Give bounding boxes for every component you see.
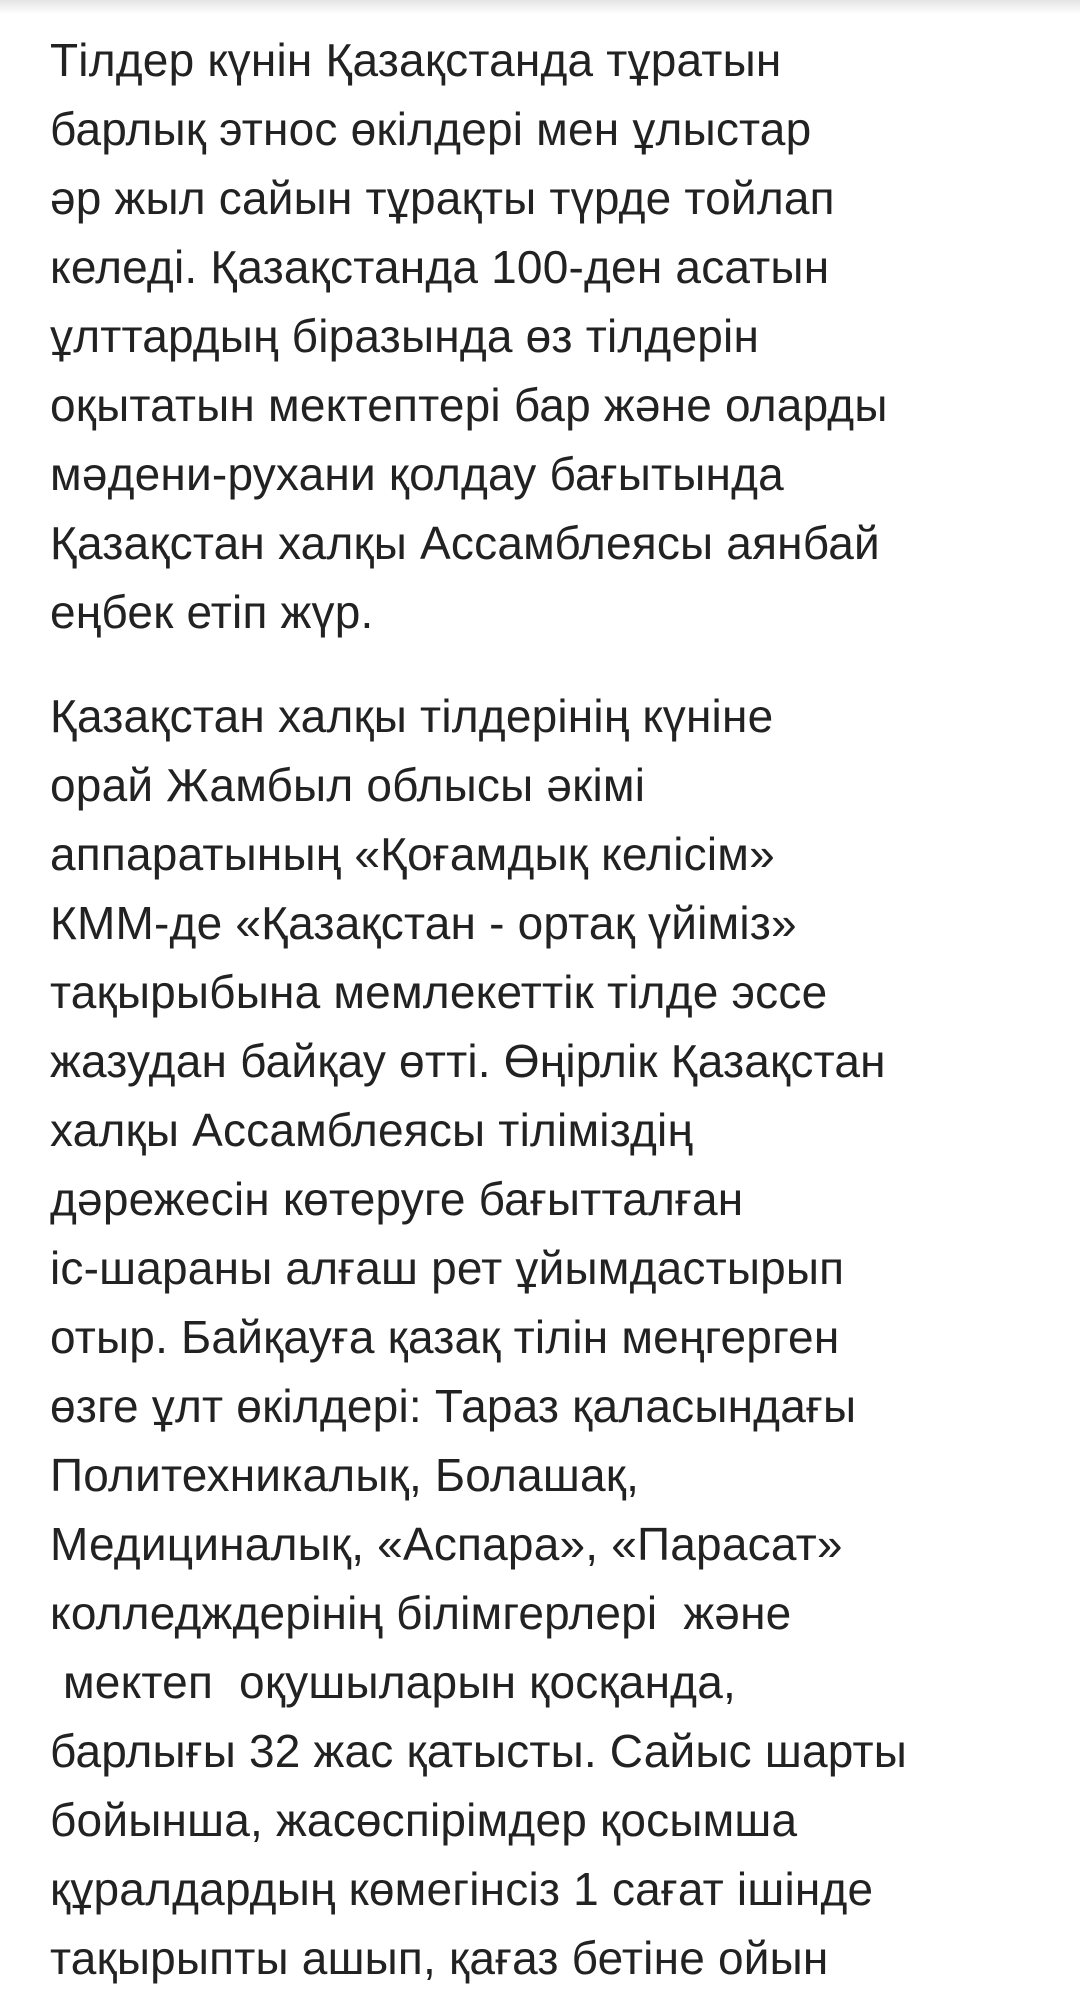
text-line: әр жыл сайын тұрақты түрде тойлап xyxy=(50,172,835,224)
text-line: орай Жамбыл облысы әкімі xyxy=(50,759,646,811)
text-line: дәрежесін көтеруге бағытталған xyxy=(50,1173,744,1225)
text-line: ұлттардың біразында өз тілдерін xyxy=(50,310,760,362)
text-line: барлығы 32 жас қатысты. Сайыс шарты xyxy=(50,1725,908,1777)
text-line: іс-шараны алғаш рет ұйымдастырып xyxy=(50,1242,845,1294)
text-line: тақырыпты ашып, қағаз бетіне ойын xyxy=(50,1932,829,1984)
article-text xyxy=(50,26,1060,1993)
text-line: келеді. Қазақстанда 100-ден асатын xyxy=(50,241,830,293)
paragraph-spacer xyxy=(50,647,1060,682)
text-line: Политехникалық, Болашақ, xyxy=(50,1449,640,1501)
text-line: Қазақстан халқы тілдерінің күніне xyxy=(50,690,774,742)
text-line: өзге ұлт өкілдері: Тараз қаласындағы xyxy=(50,1380,857,1432)
text-line: Қазақстан халқы Ассамблеясы аянбай xyxy=(50,517,880,569)
text-line: бойынша, жасөспірімдер қосымша xyxy=(50,1794,798,1846)
text-line: отыр. Байқауға қазақ тілін меңгерген xyxy=(50,1311,840,1363)
text-line: барлық этнос өкілдері мен ұлыстар xyxy=(50,103,812,155)
text-line: Медициналық, «Аспара», «Парасат» xyxy=(50,1518,843,1570)
text-line: тақырыбына мемлекеттік тілде эссе xyxy=(50,966,828,1018)
text-line: құралдардың көмегінсіз 1 сағат ішінде xyxy=(50,1863,874,1915)
text-line: жазудан байқау өтті. Өңірлік Қазақстан xyxy=(50,1035,886,1087)
text-line: колледждерінің білімгерлері және xyxy=(50,1587,792,1639)
text-line: оқытатын мектептері бар және оларды xyxy=(50,379,888,431)
text-line: мәдени-рухани қолдау бағытында xyxy=(50,448,784,500)
top-edge-shadow xyxy=(0,0,1080,14)
text-line: КММ-де «Қазақстан - ортақ үйіміз» xyxy=(50,897,797,949)
paragraph-1 xyxy=(50,26,1060,647)
text-line: мектеп оқушыларын қосқанда, xyxy=(50,1656,736,1708)
text-line: халқы Ассамблеясы тіліміздің xyxy=(50,1104,694,1156)
text-line: Тілдер күнін Қазақстанда тұратын xyxy=(50,34,782,86)
paragraph-2 xyxy=(50,682,1060,1993)
text-line: аппаратының «Қоғамдық келісім» xyxy=(50,828,775,880)
text-line: еңбек етіп жүр. xyxy=(50,586,374,638)
